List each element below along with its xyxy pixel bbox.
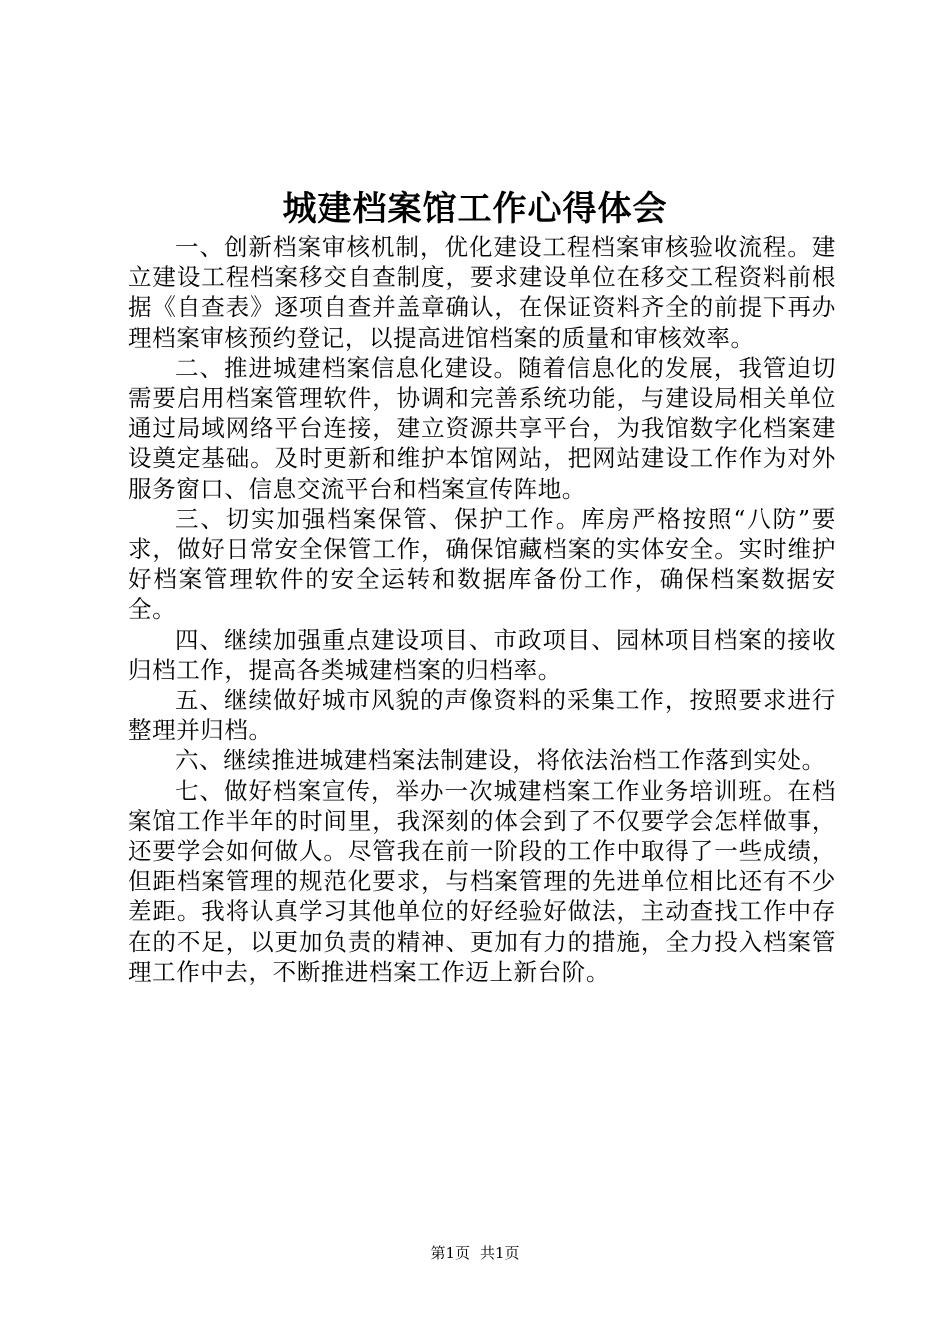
document-title: 城建档案馆工作心得体会 bbox=[282, 189, 668, 229]
paragraph-4: 四、继续加强重点建设项目、市政项目、园林项目档案的接收归档工作，提高各类城建档案的归档率。 bbox=[128, 625, 836, 684]
page-footer bbox=[0, 1243, 950, 1263]
paragraph-1: 一、创新档案审核机制，优化建设工程档案审核验收流程。建立建设工程档案移交自查制度，要求建设单位在移交工程资料前根据《自查表》逐项自查并盖章确认，在保证资料齐全的前提下再办理档案审核预约登记，以提高进馆档案的质量和审核效率。 bbox=[128, 233, 836, 352]
paragraph-5: 五、继续做好城市风貌的声像资料的采集工作，按照要求进行整理并归档。 bbox=[128, 686, 836, 745]
paragraph-3: 三、切实加强档案保管、保护工作。库房严格按照“八防”要求，做好日常安全保管工作，确保馆藏档案的实体安全。实时维护好档案管理软件的安全运转和数据库备份工作，确保档案数据安全。 bbox=[128, 504, 836, 624]
page-number: 第1页 bbox=[430, 1244, 470, 1262]
paragraph-2: 二、推进城建档案信息化建设。随着信息化的发展，我管迫切需要启用档案管理软件，协调和完善系统功能，与建设局相关单位通过局域网络平台连接，建立资源共享平台，为我馆数字化档案建设奠定基础。及时更新和维护本馆网站，把网站建设工作作为对外服务窗口、信息交流平台和档案宣传阵地。 bbox=[128, 353, 836, 503]
paragraph-6: 六、继续推进城建档案法制建设，将依法治档工作落到实处。 bbox=[175, 746, 826, 775]
page-total: 共1页 bbox=[480, 1244, 520, 1262]
paragraph-7: 七、做好档案宣传，举办一次城建档案工作业务培训班。在档案馆工作半年的时间里，我深刻的体会到了不仅要学会怎样做事，还要学会如何做人。尽管我在前一阶段的工作中取得了一些成绩，但距档案管理的规范化要求，与档案管理的先进单位相比还有不少差距。我将认真学习其他单位的好经验好做法，主动查找工作中存在的不足，以更加负责的精神、更加有力的措施，全力投入档案管理工作中去，不断推进档案工作迈上新台阶。 bbox=[128, 776, 836, 986]
document-body bbox=[128, 232, 836, 987]
